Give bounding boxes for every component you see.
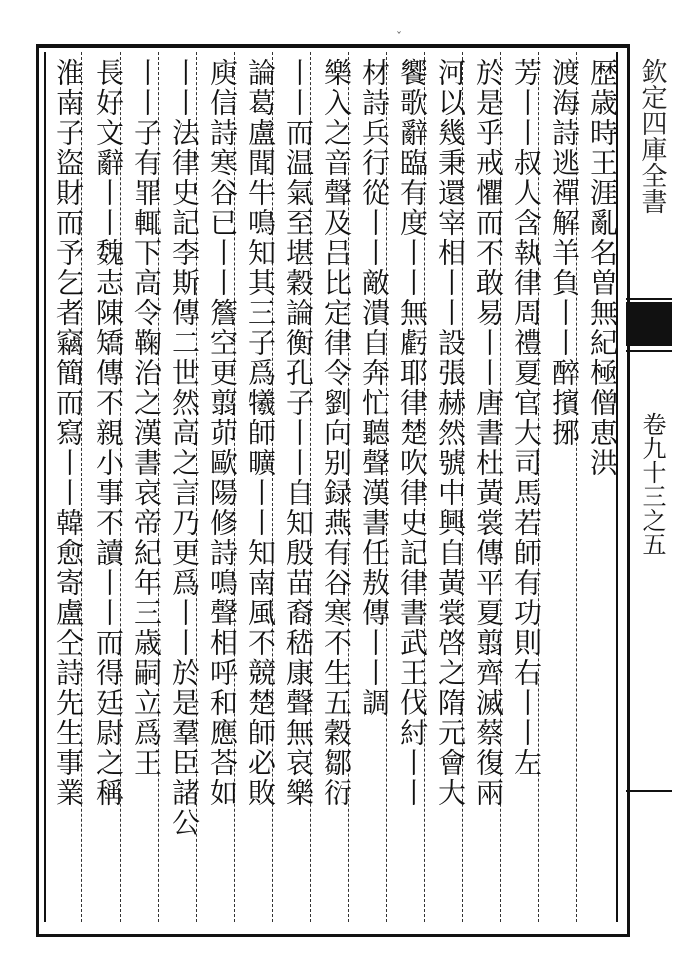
volume-label: 卷九十三之五 (638, 412, 666, 556)
text-column-4: 於是乎戒懼而不敢易丨丨唐書杜黃裳傳平夏翦齊滅蔡復兩 (472, 58, 505, 808)
edge-rule (626, 350, 672, 352)
text-column-8: 樂入之音聲及吕比定律令劉向别録燕有谷寒不生五穀鄒衍 (320, 58, 353, 808)
text-column-13: 丨丨子有罪輒下高令鞠治之漢書哀帝紀年三歳嗣立爲王 (130, 58, 163, 778)
text-column-6: 饗歌辭臨有度丨丨無虧耶律楚吹律史記律書武王伐紂丨丨 (396, 58, 429, 808)
text-column-7: 材詩兵行從丨丨敵潰自奔忙聽聲漢書任敖傳丨丨調 (358, 58, 391, 718)
text-column-12: 丨丨法律史記李斯傳二世然高之言乃更爲丨丨於是羣臣諸公 (168, 58, 201, 838)
text-column-3: 芳丨丨叔人含執律周禮夏官大司馬若師有功則右丨丨左 (510, 58, 543, 778)
edge-rule (626, 298, 672, 300)
fishtail-mark (626, 302, 672, 346)
text-column-14: 長好文辭丨丨魏志陳矯傳不親小事不讀丨丨而得廷尉之稱 (92, 58, 125, 808)
text-column-9: 丨丨而温氣至堪穀論衡孔子丨丨自知殷苗裔嵇康聲無哀樂 (282, 58, 315, 808)
text-column-10: 論葛盧聞牛鳴知其三子爲犧師曠丨丨知南風不競楚師必敗 (244, 58, 277, 808)
text-column-1: 歴歳時王涯亂名曽無紀極僧恵洪 (586, 58, 619, 478)
text-column-15: 淮南子盜財而予乞者竊簡而寫丨丨韓愈寄盧仝詩先生事業 (52, 58, 85, 808)
top-mark: ˇ (396, 30, 402, 44)
text-column-11: 庾信詩寒谷已丨丨簷空更翦茆歐陽修詩鳴聲相呼和應荅如 (206, 58, 239, 808)
edge-header: 欽定四庫全書 (637, 58, 667, 214)
edge-rule (626, 790, 672, 792)
text-column-2: 渡海詩逃禪解羊負丨丨醉擯捓 (548, 58, 581, 448)
text-column-5: 河以幾秉還宰相丨丨設張赫然號中興自黃裳啓之隋元會大 (434, 58, 467, 808)
